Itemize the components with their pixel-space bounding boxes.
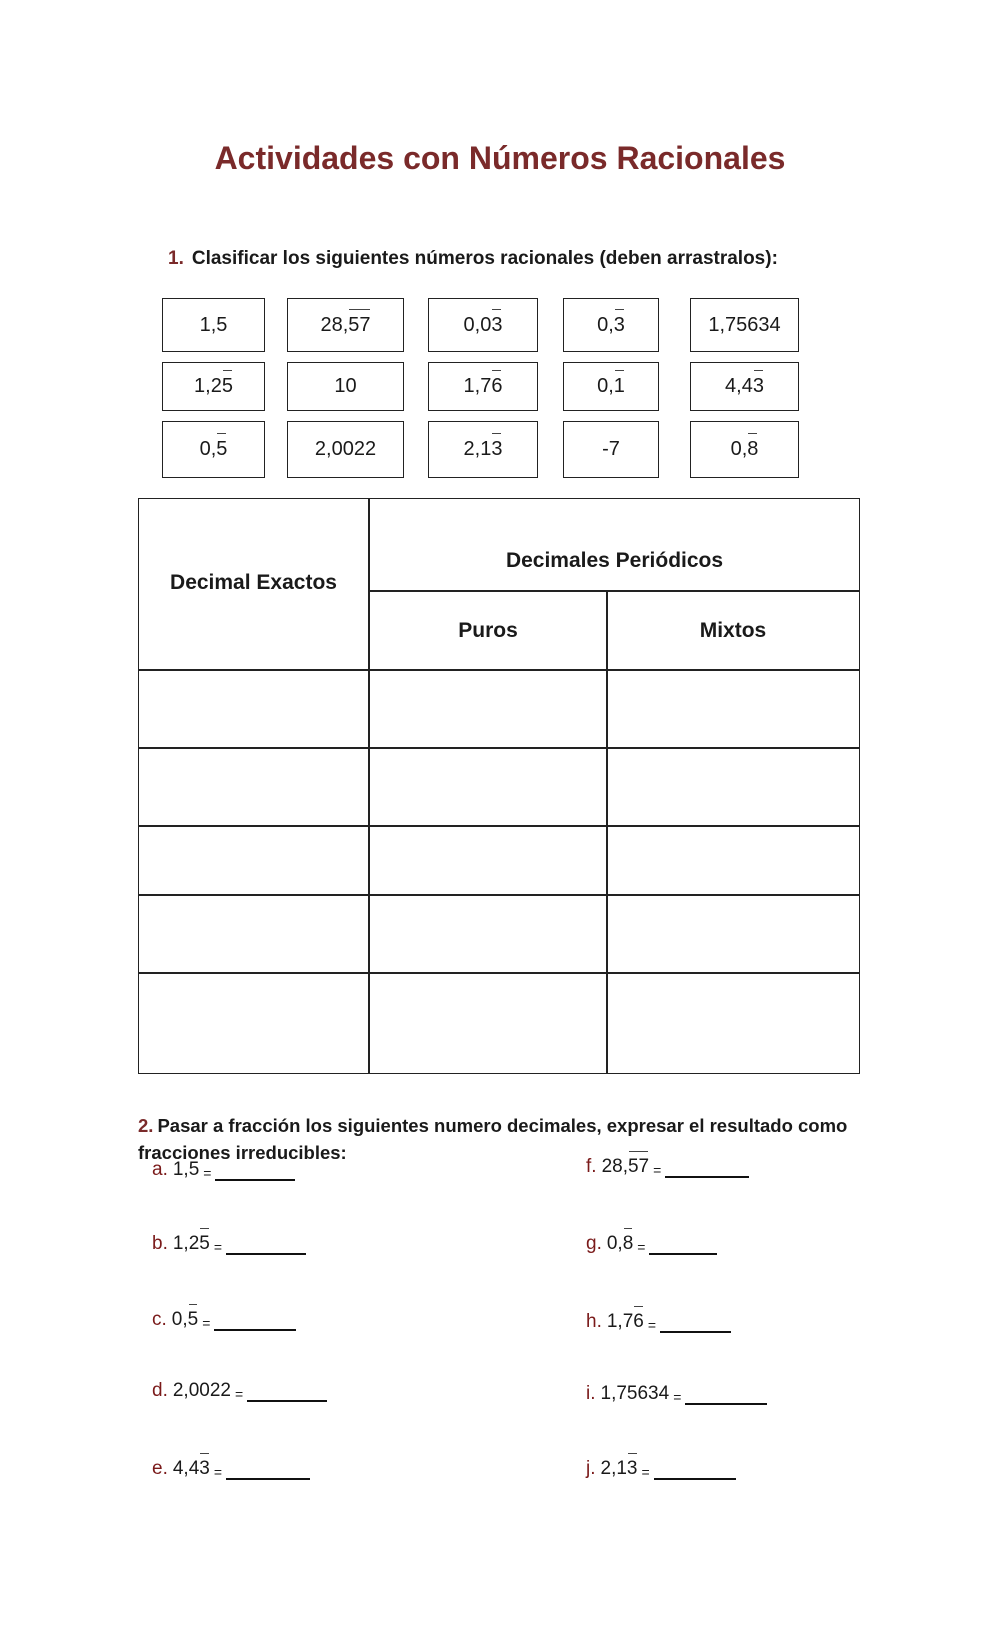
drop-cell-exactos[interactable] xyxy=(139,827,368,894)
card-value: 0, xyxy=(597,375,614,397)
card-repetend: 57 xyxy=(348,313,371,336)
question-1 xyxy=(168,248,778,270)
equals-sign: = xyxy=(213,1464,223,1480)
drop-cell-puros[interactable] xyxy=(370,827,606,894)
draggable-number-card[interactable] xyxy=(162,362,265,411)
draggable-number-card[interactable] xyxy=(287,298,404,352)
drop-cell-puros[interactable] xyxy=(370,896,606,972)
header-mixtos: Mixtos xyxy=(699,619,767,642)
question-2-text: Pasar a fracción los siguientes numero decimales, expresar el resultado como fracciones irreducibles: xyxy=(138,1115,848,1163)
equals-sign: = xyxy=(202,1315,211,1331)
drop-cell-puros[interactable] xyxy=(370,671,606,747)
card-repetend: 3 xyxy=(491,313,503,336)
card-value: 10 xyxy=(334,375,357,397)
header-puros: Puros xyxy=(458,619,518,642)
draggable-number-card[interactable] xyxy=(563,298,659,352)
card-value: 4,4 xyxy=(725,375,753,397)
draggable-number-card[interactable] xyxy=(690,362,799,411)
card-value: 0, xyxy=(199,438,217,460)
drop-cell-exactos[interactable] xyxy=(139,749,368,825)
header-decimales-periodicos: Decimales Periódicos xyxy=(505,549,724,572)
equals-sign: = xyxy=(647,1317,657,1333)
exercise-value: 4,4 xyxy=(172,1458,200,1479)
draggable-number-card[interactable] xyxy=(690,298,799,352)
answer-input[interactable] xyxy=(649,1233,717,1255)
answer-input[interactable] xyxy=(654,1458,736,1480)
exercise-item xyxy=(152,1159,295,1181)
question-1-text: Clasificar los siguientes números racionales (deben arrastralos): xyxy=(191,248,778,269)
card-repetend: 3 xyxy=(613,313,625,336)
equals-sign: = xyxy=(637,1239,646,1255)
exercise-item xyxy=(586,1383,767,1405)
exercise-repetend: 8 xyxy=(622,1233,634,1254)
exercise-label: d. xyxy=(152,1380,168,1401)
exercise-value: 2,1 xyxy=(600,1458,627,1479)
answer-input[interactable] xyxy=(226,1233,306,1255)
draggable-number-card[interactable] xyxy=(162,421,265,478)
drop-cell-mixtos[interactable] xyxy=(608,896,859,972)
exercise-repetend: 5 xyxy=(187,1309,199,1330)
equals-sign: = xyxy=(653,1162,662,1178)
card-value: 0, xyxy=(597,313,614,336)
exercise-label: j. xyxy=(586,1458,596,1479)
exercise-value: 0, xyxy=(606,1233,623,1254)
exercise-label: f. xyxy=(586,1156,597,1177)
draggable-number-card[interactable] xyxy=(162,298,265,352)
exercise-value: 1,75634 xyxy=(600,1383,670,1404)
exercise-item xyxy=(152,1233,306,1255)
exercise-value: 1,5 xyxy=(172,1159,200,1180)
exercise-value: 28, xyxy=(601,1156,628,1177)
card-repetend: 1 xyxy=(613,375,625,397)
card-repetend: 6 xyxy=(491,375,503,397)
equals-sign: = xyxy=(641,1464,650,1480)
card-value: 1,75634 xyxy=(708,313,781,336)
drop-cell-mixtos[interactable] xyxy=(608,749,859,825)
card-value: 1,2 xyxy=(194,375,222,397)
header-decimal-exactos: Decimal Exactos xyxy=(170,571,337,594)
card-value: 0,0 xyxy=(463,313,492,336)
exercise-value: 1,7 xyxy=(606,1311,634,1332)
exercise-item xyxy=(152,1380,327,1402)
card-repetend: 3 xyxy=(752,375,764,397)
exercise-label: i. xyxy=(586,1383,596,1404)
question-2 xyxy=(138,1112,858,1166)
exercise-repetend: 57 xyxy=(627,1156,650,1177)
exercise-item xyxy=(586,1458,736,1480)
exercise-label: c. xyxy=(152,1309,167,1330)
exercise-value: 1,2 xyxy=(172,1233,200,1254)
card-value: 2,0022 xyxy=(314,438,377,460)
answer-input[interactable] xyxy=(226,1458,310,1480)
card-repetend: 5 xyxy=(216,438,228,460)
drop-cell-exactos[interactable] xyxy=(139,974,368,1073)
exercise-value: 2,0022 xyxy=(172,1380,231,1401)
equals-sign: = xyxy=(203,1165,212,1181)
exercise-repetend: 3 xyxy=(626,1458,638,1479)
card-repetend: 5 xyxy=(221,375,233,397)
question-2-number: 2. xyxy=(138,1115,154,1136)
answer-input[interactable] xyxy=(665,1156,749,1178)
answer-input[interactable] xyxy=(660,1311,731,1333)
exercise-item xyxy=(586,1156,749,1178)
answer-input[interactable] xyxy=(214,1309,296,1331)
draggable-number-card[interactable] xyxy=(563,421,659,478)
classification-table xyxy=(138,498,860,1074)
drop-cell-puros[interactable] xyxy=(370,749,606,825)
answer-input[interactable] xyxy=(685,1383,767,1405)
answer-input[interactable] xyxy=(247,1380,327,1402)
exercise-item xyxy=(586,1233,717,1255)
exercise-label: g. xyxy=(586,1233,602,1254)
card-value: 2,1 xyxy=(463,438,492,460)
draggable-number-card[interactable] xyxy=(428,362,538,411)
draggable-number-card[interactable] xyxy=(287,421,404,478)
drop-cell-exactos[interactable] xyxy=(139,671,368,747)
exercise-repetend: 3 xyxy=(199,1458,210,1479)
question-1-number: 1. xyxy=(168,248,184,269)
answer-input[interactable] xyxy=(215,1159,295,1181)
exercise-repetend: 5 xyxy=(199,1233,210,1254)
draggable-number-card[interactable] xyxy=(690,421,799,478)
exercise-item xyxy=(586,1311,731,1333)
exercise-label: a. xyxy=(152,1159,168,1180)
drop-cell-mixtos[interactable] xyxy=(608,671,859,747)
card-value: 28, xyxy=(320,313,349,336)
exercise-label: b. xyxy=(152,1233,168,1254)
drop-cell-exactos[interactable] xyxy=(139,896,368,972)
exercise-repetend: 6 xyxy=(633,1311,644,1332)
equals-sign: = xyxy=(213,1239,223,1255)
card-value: 1,5 xyxy=(199,313,228,336)
drop-cell-mixtos[interactable] xyxy=(608,827,859,894)
exercise-item xyxy=(152,1309,296,1331)
draggable-number-card[interactable] xyxy=(428,298,538,352)
card-value: 1,7 xyxy=(463,375,492,397)
exercise-label: e. xyxy=(152,1458,168,1479)
exercise-label: h. xyxy=(586,1311,602,1332)
exercise-value: 0, xyxy=(171,1309,188,1330)
drop-cell-puros[interactable] xyxy=(370,974,606,1073)
equals-sign: = xyxy=(234,1386,244,1402)
exercise-item xyxy=(152,1458,310,1480)
card-repetend: 3 xyxy=(491,438,503,460)
drop-cell-mixtos[interactable] xyxy=(608,974,859,1073)
draggable-number-card[interactable] xyxy=(287,362,404,411)
card-value: -7 xyxy=(602,438,620,460)
draggable-number-card[interactable] xyxy=(563,362,659,411)
draggable-number-card[interactable] xyxy=(428,421,538,478)
card-repetend: 8 xyxy=(747,438,759,460)
equals-sign: = xyxy=(673,1389,682,1405)
card-value: 0, xyxy=(730,438,748,460)
page-title: Actividades con Números Racionales xyxy=(214,140,786,176)
